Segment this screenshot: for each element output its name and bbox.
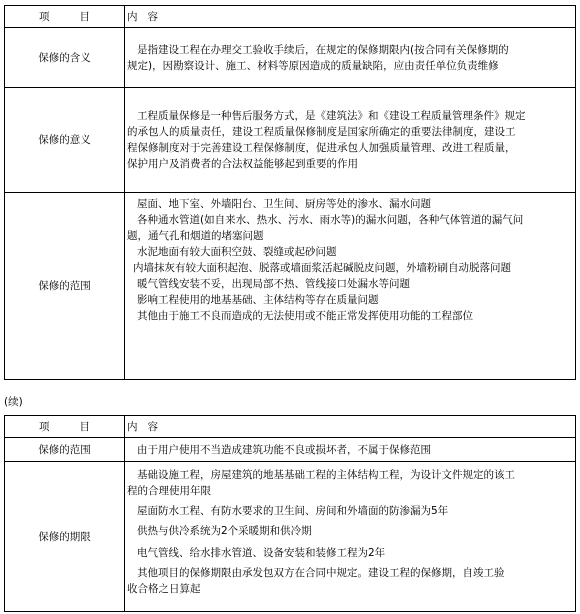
row-label: 保修的期限 <box>5 462 125 612</box>
list-item: 各种通水管道(如自来水、热水、污水、雨水等)的漏水问题，各种气体管道的漏气问 <box>137 214 524 226</box>
list-item-continuation: 题，通气孔和烟道的堵塞问题 <box>127 230 264 242</box>
list-item: 内墙抹灰有较大面积起泡、脱落或墙面浆活起碱脱皮问题，外墙粉刷自动脱落问题 <box>133 262 511 274</box>
row-content <box>125 193 576 380</box>
row-label: 保修的含义 <box>5 28 125 88</box>
row-content <box>125 462 576 612</box>
row-content <box>125 88 576 193</box>
list-item: 其他项目的保修期限由承发包双方在合同中规定。建设工程的保修期，自竣工验 <box>137 567 505 579</box>
table-row <box>5 193 576 380</box>
table-row <box>5 88 576 193</box>
list-item-continuation: 程的合理使用年限 <box>127 485 211 497</box>
list-item: 供热与供冷系统为2个采暖期和供冷期 <box>137 525 312 537</box>
list-item: 基础设施工程，房屋建筑的地基基础工程的主体结构工程，为设计文件规定的该工 <box>137 469 515 481</box>
content-line: 由于用户使用不当造成建筑功能不良或损坏者，不属于保修范围 <box>137 443 431 456</box>
continued-label: (续) <box>4 396 23 408</box>
header-content-char-2: 容 <box>147 10 158 23</box>
header-content-cell <box>125 6 576 28</box>
content-line: 保护用户及消费者的合法权益能够起到重要的作用 <box>127 158 358 170</box>
list-item: 屋面防水工程、有防水要求的卫生间、房间和外墙面的防渗漏为5年 <box>137 505 449 517</box>
list-item-continuation: 收合格之日算起 <box>127 583 201 595</box>
warranty-table-continued <box>4 415 576 612</box>
warranty-table <box>4 5 576 380</box>
list-item: 暖气管线安装不妥，出现局部不热、管线接口处漏水等问题 <box>137 278 410 290</box>
content-line: 的承包人的质量责任，建设工程质量保修制度是国家所确定的重要法律制度，建设工 <box>127 126 516 138</box>
header-item-char-2: 目 <box>79 420 90 433</box>
table-header-row <box>5 416 576 438</box>
list-item: 水泥地面有较大面积空鼓、裂缝或起砂问题 <box>137 246 337 258</box>
content-line: 规定)，因勘察设计、施工、材料等原因造成的质量缺陷，应由责任单位负责维修 <box>127 59 499 72</box>
header-content-char-2: 容 <box>147 420 158 433</box>
header-item-cell <box>5 416 125 438</box>
content-line: 程保修制度对于完善建设工程保修制度，促进承包人加强质量管理、改进工程质量， <box>127 142 516 154</box>
list-item: 其他由于施工不良而造成的无法使用或不能正常发挥使用功能的工程部位 <box>137 310 473 322</box>
table-row <box>5 438 576 462</box>
header-item-char-2: 目 <box>79 10 90 23</box>
list-item: 电气管线、给水排水管道、设备安装和装修工程为2年 <box>137 547 386 559</box>
header-content-cell <box>125 416 576 438</box>
list-item: 影响工程使用的地基基础、主体结构等存在质量问题 <box>137 294 379 306</box>
header-content-char-1: 内 <box>127 420 138 433</box>
list-item: 屋面、地下室、外墙阳台、卫生间、厨房等处的渗水、漏水问题 <box>137 198 431 210</box>
header-item-char-1: 项 <box>39 420 50 433</box>
table-header-row <box>5 6 576 28</box>
header-item-cell <box>5 6 125 28</box>
row-label: 保修的意义 <box>5 88 125 193</box>
content-line: 工程质量保修是一种售后服务方式，是《建筑法》和《建设工程质量管理条件》规定 <box>137 110 526 122</box>
row-label: 保修的范围 <box>5 438 125 462</box>
header-item-char-1: 项 <box>39 10 50 23</box>
header-content-char-1: 内 <box>127 10 138 23</box>
row-content <box>125 28 576 88</box>
table-row <box>5 28 576 88</box>
table-row <box>5 462 576 612</box>
content-line: 是指建设工程在办理交工验收手续后，在规定的保修期限内(按合同有关保修期的 <box>137 43 509 56</box>
row-content <box>125 438 576 462</box>
row-label: 保修的范围 <box>5 193 125 380</box>
